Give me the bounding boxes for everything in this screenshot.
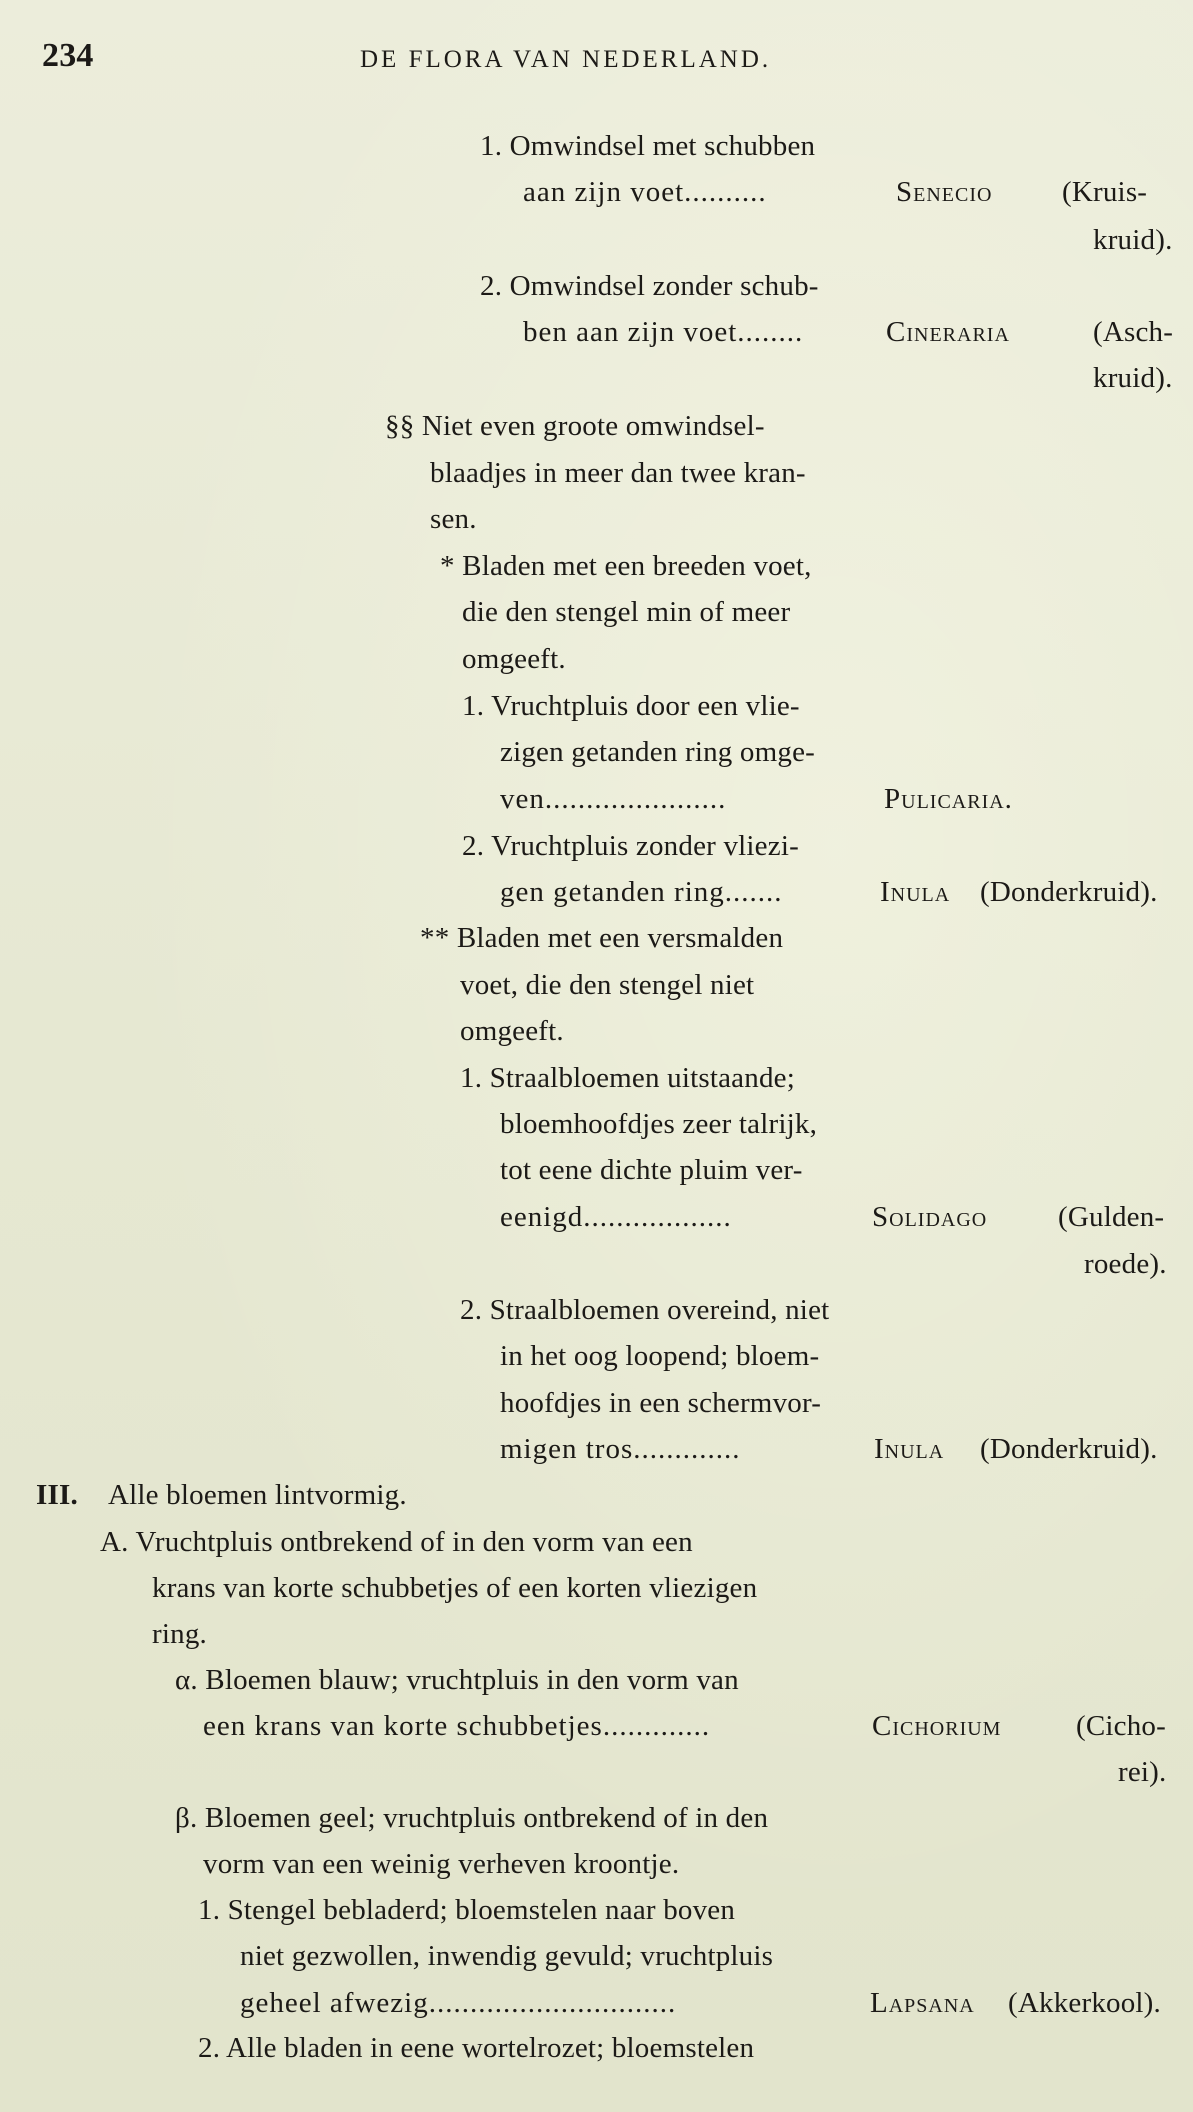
page-number: 234 [42, 37, 94, 74]
key-line: 1. Straalbloemen uitstaande; [460, 1062, 795, 1094]
key-line: voet, die den stengel niet [460, 969, 755, 1001]
common-name: kruid). [1093, 362, 1173, 394]
key-line: β. Bloemen geel; vruchtpluis ontbrekend of in den [175, 1802, 769, 1834]
key-line: * Bladen met een breeden voet, [440, 550, 812, 582]
genus-name: Lapsana [870, 1987, 975, 2019]
common-name: roede). [1084, 1248, 1167, 1280]
common-name: (Asch- [1093, 316, 1174, 348]
genus-name: Senecio [896, 176, 993, 208]
key-line: geheel afwezig.............................. [240, 1987, 677, 2019]
common-name: kruid). [1093, 224, 1173, 256]
key-line: krans van korte schubbetjes of een korten vliezigen [152, 1572, 758, 1604]
key-line: hoofdjes in een schermvor- [500, 1387, 822, 1419]
genus-name: Solidago [872, 1201, 988, 1233]
key-line: §§ Niet even groote omwindsel- [385, 410, 765, 442]
key-line: A. Vruchtpluis ontbrekend of in den vorm van een [100, 1526, 693, 1558]
key-line: migen tros............. [500, 1433, 741, 1465]
common-name: (Donderkruid). [980, 1433, 1158, 1465]
key-line: blaadjes in meer dan twee kran- [430, 457, 806, 489]
common-name: (Kruis- [1062, 176, 1148, 208]
key-line: ring. [152, 1618, 207, 1650]
key-line: 2. Omwindsel zonder schub- [480, 270, 819, 302]
key-line: ben aan zijn voet........ [523, 316, 804, 348]
key-line: 1. Omwindsel met schubben [480, 130, 816, 162]
common-name: (Akkerkool). [1008, 1987, 1161, 2019]
key-line: bloemhoofdjes zeer talrijk, [500, 1108, 818, 1140]
key-line: gen getanden ring....... [500, 876, 783, 908]
key-line: in het oog loopend; bloem- [500, 1340, 820, 1372]
key-line: 2. Alle bladen in eene wortelrozet; bloemstelen [198, 2032, 755, 2064]
genus-name: Pulicaria. [884, 783, 1013, 815]
common-name: rei). [1118, 1756, 1167, 1788]
genus-name: Cichorium [872, 1710, 1002, 1742]
key-line: 2. Straalbloemen overeind, niet [460, 1294, 830, 1326]
key-line: vorm van een weinig verheven kroontje. [203, 1848, 680, 1880]
key-line: 1. Stengel bebladerd; bloemstelen naar boven [198, 1894, 736, 1926]
genus-name: Cineraria [886, 316, 1010, 348]
key-line: sen. [430, 503, 477, 535]
key-line: α. Bloemen blauw; vruchtpluis in den vorm van [175, 1664, 739, 1696]
key-line: Alle bloemen lintvormig. [108, 1479, 407, 1511]
genus-name: Inula [880, 876, 951, 908]
common-name: (Gulden- [1058, 1201, 1165, 1233]
key-line: omgeeft. [460, 1015, 564, 1047]
key-line: niet gezwollen, inwendig gevuld; vruchtpluis [240, 1940, 774, 1972]
section-number: III. [36, 1479, 78, 1511]
key-line: een krans van korte schubbetjes............. [203, 1710, 711, 1742]
key-line: tot eene dichte pluim ver- [500, 1154, 803, 1186]
key-line: ** Bladen met een versmalden [420, 922, 784, 954]
key-line: 1. Vruchtpluis door een vlie- [462, 690, 800, 722]
key-line: 2. Vruchtpluis zonder vliezi- [462, 830, 799, 862]
common-name: (Cicho- [1076, 1710, 1166, 1742]
key-line: omgeeft. [462, 643, 566, 675]
key-line: eenigd.................. [500, 1201, 732, 1233]
common-name: (Donderkruid). [980, 876, 1158, 908]
key-line: ven...................... [500, 783, 727, 815]
key-line: aan zijn voet.......... [523, 176, 767, 208]
genus-name: Inula [874, 1433, 945, 1465]
key-line: die den stengel min of meer [462, 596, 791, 628]
key-line: zigen getanden ring omge- [500, 736, 816, 768]
running-header: DE FLORA VAN NEDERLAND. [360, 46, 772, 73]
